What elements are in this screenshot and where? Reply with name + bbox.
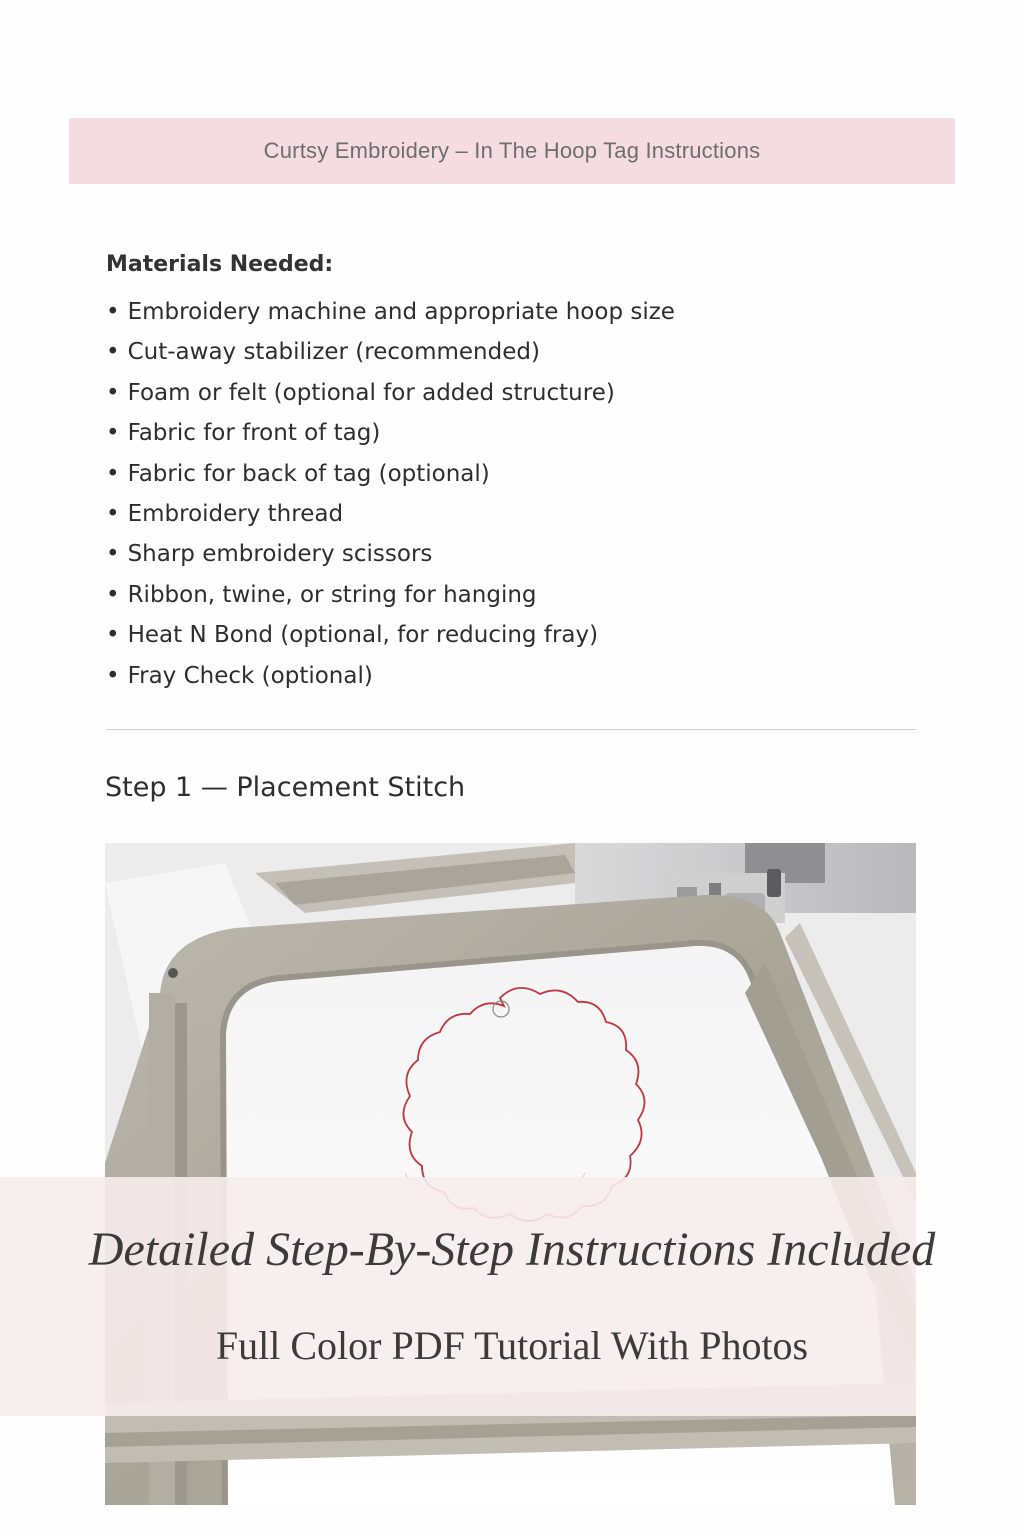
list-item: • Fray Check (optional) — [106, 656, 675, 696]
list-item: • Heat N Bond (optional, for reducing fray) — [106, 615, 675, 655]
promo-subtitle: Full Color PDF Tutorial With Photos — [215, 1323, 809, 1368]
list-item: • Embroidery machine and appropriate hoop size — [106, 292, 675, 332]
document-title: Curtsy Embroidery – In The Hoop Tag Instructions — [263, 138, 761, 163]
list-item: • Fabric for back of tag (optional) — [106, 454, 675, 494]
promo-title: Detailed Step-By-Step Instructions Included — [88, 1223, 936, 1276]
list-item: • Fabric for front of tag) — [106, 413, 675, 453]
header-banner — [69, 118, 955, 184]
list-item: • Sharp embroidery scissors — [106, 534, 675, 574]
list-item: • Embroidery thread — [106, 494, 675, 534]
step-heading: Step 1 — Placement Stitch — [105, 772, 466, 803]
list-item: • Foam or felt (optional for added structure) — [106, 373, 675, 413]
section-divider — [106, 729, 916, 730]
promo-overlay — [0, 1177, 916, 1416]
list-item: • Ribbon, twine, or string for hanging — [106, 575, 675, 615]
materials-heading: Materials Needed: — [106, 252, 334, 277]
materials-list — [106, 292, 675, 696]
list-item: • Cut-away stabilizer (recommended) — [106, 332, 675, 372]
